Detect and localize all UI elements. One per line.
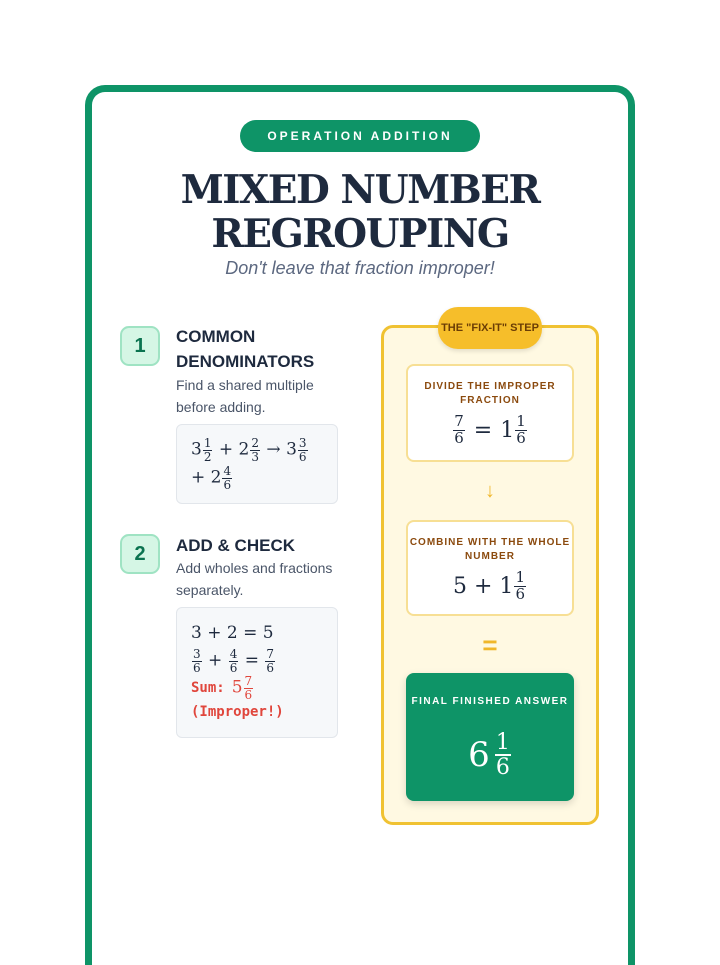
step-2-math-box: [176, 607, 338, 738]
fraction: $\frac{7}{6}$: [266, 647, 275, 675]
fix-it-tag: THE "FIX-IT" STEP: [438, 307, 542, 349]
equals-icon: =: [482, 630, 498, 660]
final-answer-math: 6 $\frac{1}{6}$: [468, 730, 510, 781]
divide-box: [406, 364, 574, 462]
step-1-description: Find a shared multiple before adding.: [176, 377, 314, 415]
fractions-equation: $\frac{3}{6}$ + $\frac{4}{6}$ = $\frac{7}{6}$: [193, 647, 275, 675]
fraction: $\frac{3}{6}$: [298, 436, 307, 464]
fraction: $\frac{4}{6}$: [229, 647, 238, 675]
fraction: $\frac{7}{6}$: [454, 412, 464, 447]
sum-label: Sum:: [191, 680, 225, 697]
title-line-1: MIXED NUMBER: [180, 167, 540, 213]
combine-box: [406, 520, 574, 616]
final-answer-label: FINAL FINISHED ANSWER: [411, 696, 569, 707]
step-1-math-line-1: 3 $\frac{1}{2}$ + 2 $\frac{2}{3}$ → 3 $\frac{3}{6}$: [191, 436, 307, 464]
step-1-title: COMMON DENOMINATORS: [176, 327, 315, 371]
step-2-description: Add wholes and fractions separately.: [176, 560, 333, 598]
operation-badge: OPERATION ADDITION: [240, 120, 480, 152]
step-1-math-line-2: + 2 $\frac{4}{6}$: [191, 464, 232, 492]
fraction: $\frac{2}{3}$: [251, 436, 259, 464]
step-2-badge: 2: [120, 534, 160, 574]
fraction: $\frac{7}{6}$: [244, 674, 253, 702]
step-1-badge: 1: [120, 326, 160, 366]
title-line-2: REGROUPING: [211, 211, 509, 257]
fraction: $\frac{4}{6}$: [223, 464, 232, 492]
fraction: $\frac{1}{6}$: [516, 412, 526, 447]
arrow-down-icon: ↓: [485, 480, 495, 502]
final-answer-box: [406, 673, 574, 801]
page-title: [120, 168, 600, 256]
fraction: $\frac{3}{6}$: [193, 647, 201, 675]
step-2-title: ADD & CHECK: [176, 536, 295, 555]
fraction: $\frac{1}{2}$: [203, 436, 212, 464]
divide-math: $\frac{7}{6}$ = 1 $\frac{1}{6}$: [454, 412, 526, 447]
improper-note: (Improper!): [191, 704, 284, 720]
subtitle: Don't leave that fraction improper!: [225, 258, 495, 278]
step-1-math-box: [176, 424, 338, 504]
fraction: $\frac{1}{6}$: [495, 730, 510, 781]
divide-label: DIVIDE THE IMPROPER FRACTION: [424, 381, 556, 406]
sum-line: [191, 675, 254, 701]
sum-value: 5 $\frac{7}{6}$: [231, 674, 253, 702]
combine-math: 5 + 1 $\frac{1}{6}$: [453, 568, 525, 603]
wholes-equation: 3 + 2 = 5: [191, 623, 274, 643]
fraction: $\frac{1}{6}$: [515, 568, 525, 603]
combine-label: COMBINE WITH THE WHOLE NUMBER: [409, 537, 571, 562]
